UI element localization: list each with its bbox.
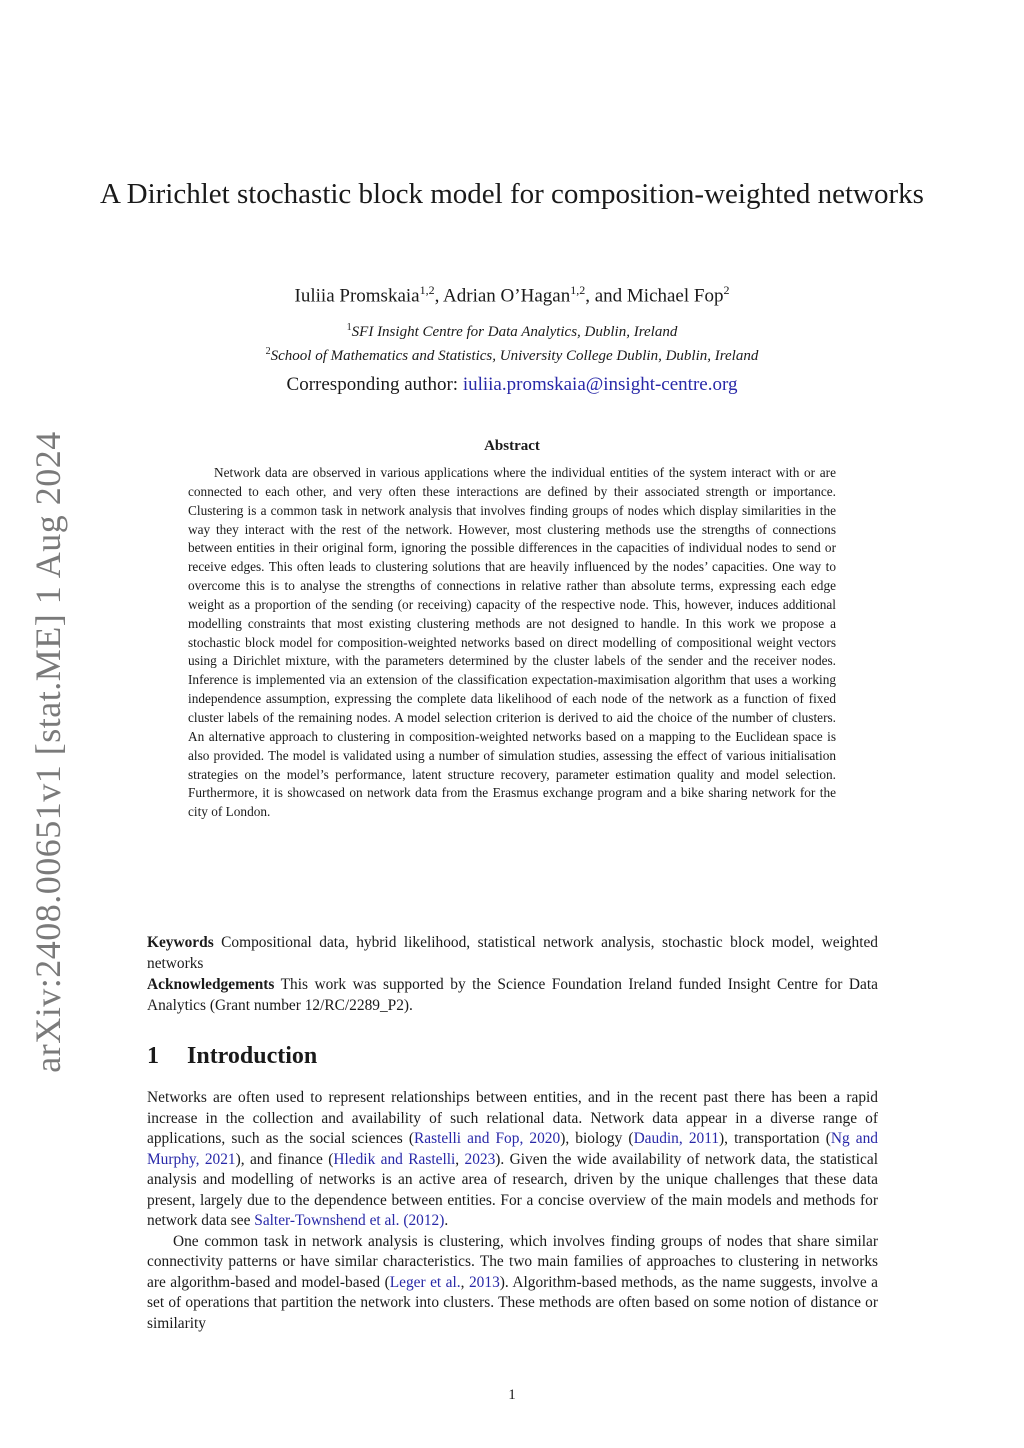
paragraph-text: , xyxy=(460,1273,469,1291)
page-number: 1 xyxy=(508,1387,516,1403)
author-name: Michael Fop xyxy=(626,285,724,307)
author-separator: , and xyxy=(585,285,627,307)
keywords-block xyxy=(147,932,878,1016)
section-title: Introduction xyxy=(187,1043,318,1069)
affiliation-line xyxy=(0,318,1024,342)
affiliation-text: School of Mathematics and Statistics, University College Dublin, Dublin, Ireland xyxy=(270,348,759,364)
acknowledgements-line xyxy=(147,974,878,1016)
paragraph-text: Networks are often used to represent relationships between entities, and in the recent past there has been a rapid increase in the collection and availability of such relational data. Network data appear in a diverse range of applications, such as the social sciences ( xyxy=(147,1089,878,1148)
affiliation-mark: 2 xyxy=(723,283,730,297)
paragraph-text: ), transportation ( xyxy=(719,1130,831,1148)
citation-link[interactable]: Salter-Townshend et al. (2012) xyxy=(254,1212,445,1230)
paragraph-text: ). Given the wide availability of network data, the statistical analysis and modelling of networks is an active area of research, driven by the unique challenges that these data present, largely due to the dependence between entities. For a concise overview of the main models and methods for network data see xyxy=(147,1150,878,1230)
citation-link[interactable]: Daudin, 2011 xyxy=(633,1130,720,1148)
affiliations xyxy=(0,318,1024,366)
corresponding-email-link[interactable]: iuliia.promskaia@insight-centre.org xyxy=(462,374,738,395)
paragraph-text: ), and finance ( xyxy=(235,1150,334,1168)
paragraph-text: ), biology ( xyxy=(560,1130,634,1148)
acknowledgements-text: This work was supported by the Science Foundation Ireland funded Insight Centre for Data Analytics (Grant number 12/RC/2289_P2). xyxy=(147,976,878,1014)
keywords-text: Compositional data, hybrid likelihood, statistical network analysis, stochastic block model, weighted networks xyxy=(147,934,878,972)
introduction-body xyxy=(147,1088,878,1335)
section-heading-introduction xyxy=(147,1043,317,1070)
paragraph xyxy=(147,1088,878,1232)
affiliation-mark: 1 xyxy=(346,322,352,333)
citation-link[interactable]: Ng and Murphy, 2021 xyxy=(147,1130,879,1168)
paper-title: A Dirichlet stochastic block model for composition-weighted networks xyxy=(100,178,924,210)
author-list xyxy=(0,278,1024,308)
author-name: Adrian O’Hagan xyxy=(443,285,571,307)
abstract-heading: Abstract xyxy=(484,438,540,454)
corresponding-label: Corresponding author: xyxy=(286,374,463,395)
affiliation-text: SFI Insight Centre for Data Analytics, Dublin, Ireland xyxy=(351,324,678,340)
abstract-text: Network data are observed in various applications where the individual entities of the system interact with or are connected to each other, and very often these interactions are defined by their associated strength or importance. Clustering is a common task in network analysis that involves finding groups of nodes which display similarities in the way they interact with the rest of the network. However, most clustering methods use the strengths of connections between entities in their original form, ignoring the possible differences in the capacities of individual nodes to send or receive edges. This often leads to clustering solutions that are heavily influenced by the nodes’ capacities. One way to overcome this is to analyse the strengths of connections in relative rather than absolute terms, expressing each edge weight as a proportion of the sending (or receiving) capacity of the respective node. This, however, induces additional modelling constraints that most existing clustering methods are not designed to handle. In this work we propose a stochastic block model for composition-weighted networks based on direct modelling of compositional weight vectors using a Dirichlet mixture, with the parameters determined by the cluster labels of the sender and the receiver nodes. Inference is implemented via an extension of the classification expectation-maximisation algorithm that uses a working independence assumption, expressing the complete data likelihood of each node of the network as a function of fixed cluster labels of the remaining nodes. A model selection criterion is derived to aid the choice of the number of clusters. An alternative approach to clustering in composition-weighted networks based on a mapping to the Euclidean space is also provided. The model is validated using a number of simulation studies, assessing the effect of various initialisation strategies on the model’s performance, latent structure recovery, parameter estimation quality and model selection. Furthermore, it is showcased on network data from the Erasmus exchange program and a bike sharing network for the city of London. xyxy=(188,465,836,820)
affiliation-mark: 1,2 xyxy=(419,283,435,297)
paragraph-text: ). Algorithm-based methods, as the name suggests, involve a set of operations that partition the network into clusters. These methods are often based on some notion of distance or similarity xyxy=(147,1273,879,1333)
paragraph-text: . xyxy=(444,1212,449,1230)
section-number: 1 xyxy=(147,1043,159,1069)
affiliation-mark: 1,2 xyxy=(570,283,586,297)
citation-link[interactable]: 2013 xyxy=(468,1273,500,1291)
citation-link[interactable]: 2023 xyxy=(464,1150,496,1168)
author-name: Iuliia Promskaia xyxy=(294,285,420,307)
citation-link[interactable]: Hledik and Rastelli xyxy=(333,1150,456,1168)
arxiv-sidebar xyxy=(20,431,76,1073)
affiliation-mark: 2 xyxy=(265,346,271,357)
keywords-label: Keywords xyxy=(147,934,214,951)
paragraph-text: , xyxy=(455,1150,465,1168)
arxiv-stamp: arXiv:2408.00651v1 [stat.ME] 1 Aug 2024 xyxy=(28,431,68,1073)
corresponding-author xyxy=(0,373,1024,397)
paragraph xyxy=(147,1232,878,1335)
author-separator: , xyxy=(434,285,444,307)
paragraph-text: One common task in network analysis is clustering, which involves finding groups of nodes that share similar connectivity patterns or have similar characteristics. The two main families of approaches to clustering in networks are algorithm-based and model-based ( xyxy=(147,1232,878,1291)
citation-link[interactable]: Leger et al. xyxy=(389,1273,461,1291)
affiliation-line xyxy=(0,342,1024,366)
keywords-line xyxy=(147,932,878,974)
acknowledgements-label: Acknowledgements xyxy=(147,976,275,993)
citation-link[interactable]: Rastelli and Fop, 2020 xyxy=(414,1130,561,1148)
